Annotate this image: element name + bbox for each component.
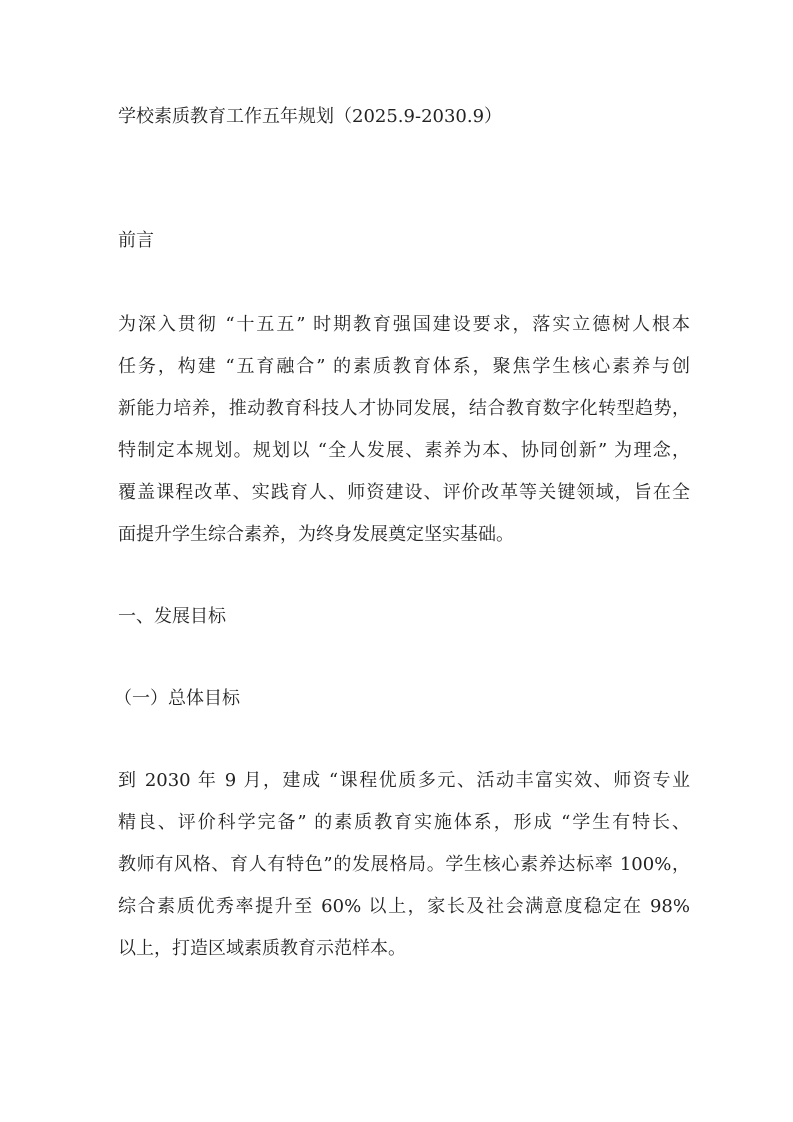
overall-goals-paragraph [118,760,690,970]
preface-heading: 前言 [118,230,154,251]
preface-paragraph [118,304,690,556]
paragraph-line: 覆盖课程改革、实践育人、师资建设、评价改革等关键领域，旨在全 [118,482,690,503]
paragraph-line: 新能力培养，推动教育科技人才协同发展，结合教育数字化转型趋势， [118,398,690,419]
paragraph-line: 特制定本规划。规划以 “全人发展、素养为本、协同创新” 为理念， [118,440,690,461]
paragraph-line: 教师有风格、育人有特色”的发展格局。学生核心素养达标率 100%， [118,854,690,875]
document-title: 学校素质教育工作五年规划（2025.9-2030.9） [118,106,503,127]
paragraph-line: 综合素质优秀率提升至 60% 以上，家长及社会满意度稳定在 98% [118,896,690,917]
paragraph-line: 到 2030 年 9 月，建成 “课程优质多元、活动丰富实效、师资专业 [118,770,690,791]
paragraph-line: 以上，打造区域素质教育示范样本。 [118,938,406,959]
section-heading-development-goals: 一、发展目标 [118,606,226,627]
subsection-heading-overall-goals: （一）总体目标 [114,688,240,709]
paragraph-line: 任务，构建 “五育融合” 的素质教育体系，聚焦学生核心素养与创 [118,356,690,377]
paragraph-line: 精良、评价科学完备” 的素质教育实施体系，形成 “学生有特长、 [118,812,690,833]
paragraph-line: 为深入贯彻 “十五五” 时期教育强国建设要求，落实立德树人根本 [118,314,690,335]
paragraph-line: 面提升学生综合素养，为终身发展奠定坚实基础。 [118,524,514,545]
